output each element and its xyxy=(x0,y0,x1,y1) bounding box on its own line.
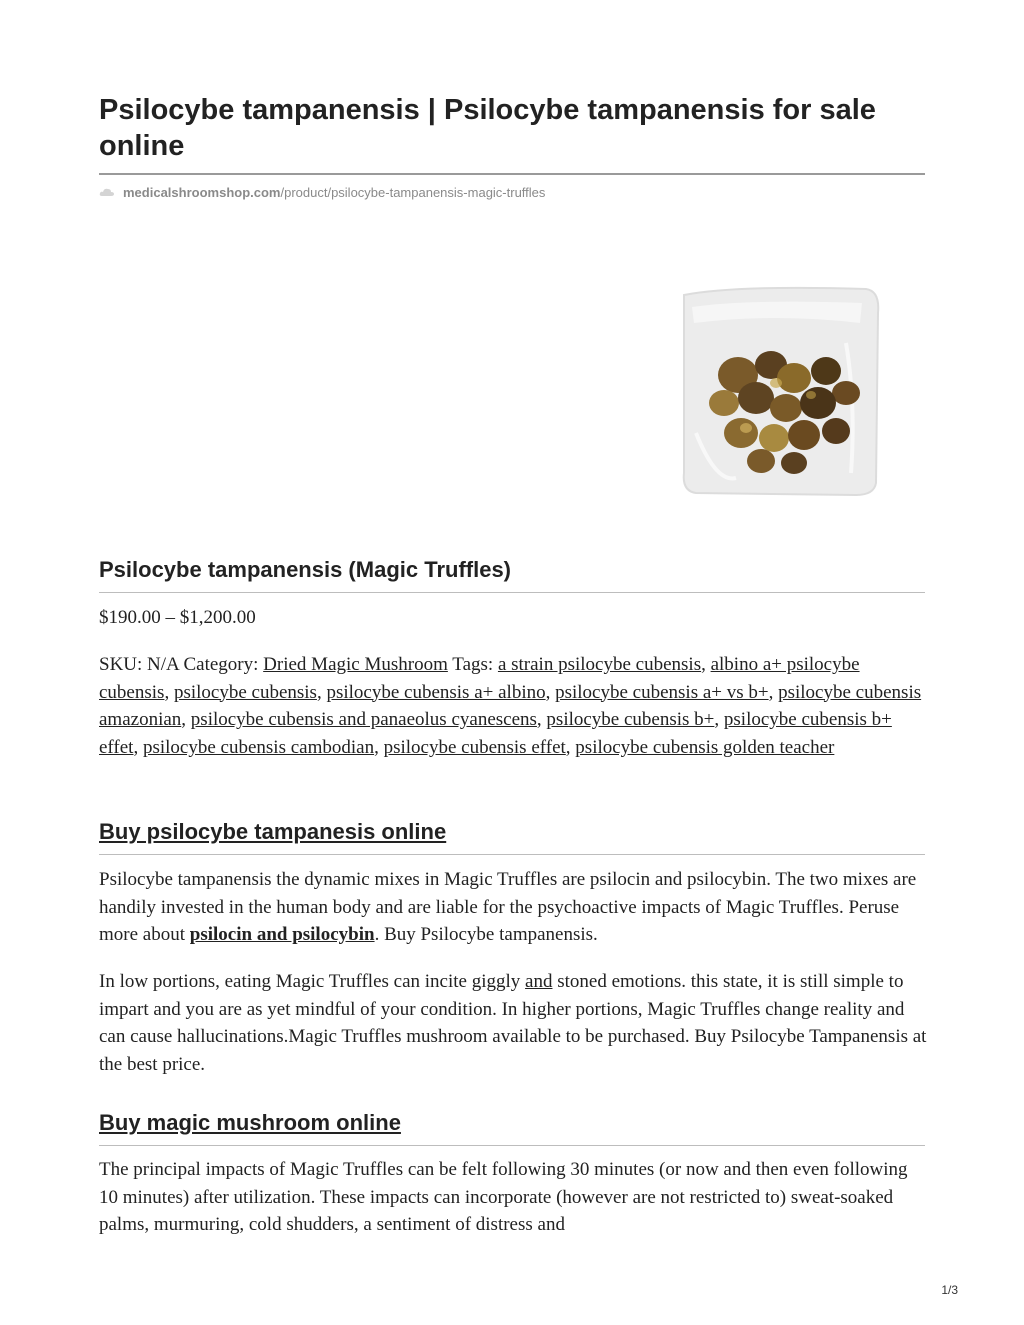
section2-heading-link[interactable]: Buy magic mushroom online xyxy=(99,1110,401,1135)
source-path[interactable]: /product/psilocybe-tampanensis-magic-truffles xyxy=(280,184,546,200)
tag-link[interactable]: psilocybe cubensis xyxy=(173,681,317,703)
and-link[interactable]: and xyxy=(525,971,553,992)
section1-divider xyxy=(99,854,925,855)
product-divider xyxy=(99,592,925,593)
tag-link[interactable]: psilocybe cubensis amazonian xyxy=(99,681,922,731)
tags-label: Tags: xyxy=(452,654,494,675)
section1-heading-link[interactable]: Buy psilocybe tampanesis online xyxy=(99,819,447,844)
sku-label: SKU: xyxy=(99,654,143,675)
tag-link[interactable]: psilocybe cubensis effet xyxy=(383,736,566,758)
tag-link[interactable]: psilocybe cubensis b+ effet xyxy=(99,709,892,758)
psilocin-link[interactable]: psilocin and psilocybin xyxy=(189,924,375,946)
paragraph-text: Psilocybe tampanensis the dynamic mixes in Magic Truffles are psilocin and psilocybin. The two mixes are handily invested in the human body and are liable for the psychoactive impacts of Magic Truffles. Peruse more about xyxy=(99,869,917,946)
cloud-icon xyxy=(99,187,115,197)
tag-link[interactable]: albino a+ psilocybe cubensis xyxy=(99,654,860,703)
title-divider xyxy=(99,173,925,175)
section2-divider xyxy=(99,1145,925,1146)
page-number: 1/3 xyxy=(941,1283,958,1297)
sku-value: N/A xyxy=(147,654,179,675)
tag-link[interactable]: psilocybe cubensis a+ albino xyxy=(326,681,546,703)
product-price: $190.00 – $1,200.00 xyxy=(99,607,256,628)
paragraph-text: . Buy Psilocybe tampanensis. xyxy=(374,924,598,946)
paragraph-text: stoned emotions. this state, it is still simple to impart and you are as yet mindful of your condition. In higher portions, Magic Truffles change reality and can cause hallucinations.Magic Truffles mushroom available to be purchased. Buy Psilocybe Tampanensis at the best price. xyxy=(99,971,927,1075)
category-link[interactable]: Dried Magic Mushroom xyxy=(263,654,448,675)
section1-paragraph-2 xyxy=(99,968,929,1078)
tag-link[interactable]: psilocybe cubensis golden teacher xyxy=(575,736,835,758)
tag-link[interactable]: a strain psilocybe cubensis xyxy=(497,654,702,675)
page-title: Psilocybe tampanensis | Psilocybe tampanensis for sale online xyxy=(99,94,876,162)
section2-paragraph-1: The principal impacts of Magic Truffles can be felt following 30 minutes (or now and then even following 10 minutes) after utilization. These impacts can incorporate (however are not restricted to) sweat-soaked palms, murmuring, cold shudders, a sentiment of distress and xyxy=(99,1159,908,1236)
product-heading: Psilocybe tampanensis (Magic Truffles) xyxy=(99,557,512,582)
tag-link[interactable]: psilocybe cubensis and panaeolus cyanescens xyxy=(190,709,537,731)
product-meta: SKU: N/A Category: Dried Magic Mushroom Tags: a strain psilocybe cubensis, albino a+ psilocybe cubensis, psilocybe cubensis, psilocybe cubensis a+ albino, psilocybe cubensis a+ vs b+, psilocybe cubensis amazonian, psilocybe cubensis and panaeolus cyanescens, psilocybe cubensis b+, psilocybe cubensis b+ effet, psilocybe cubensis cambodian, psilocybe cubensis effet, psilocybe cubensis golden teacher xyxy=(99,654,922,758)
product-image xyxy=(676,283,886,498)
category-label: Category: xyxy=(183,654,259,675)
section1-heading xyxy=(99,818,446,846)
tag-link[interactable]: psilocybe cubensis b+ xyxy=(546,709,715,731)
section2-heading xyxy=(99,1109,401,1137)
source-domain[interactable]: medicalshroomshop.com xyxy=(123,184,281,200)
paragraph-text: In low portions, eating Magic Truffles can incite giggly xyxy=(99,971,526,992)
tag-link[interactable]: psilocybe cubensis cambodian xyxy=(142,736,375,758)
source-url[interactable] xyxy=(99,183,545,201)
section1-paragraph-1 xyxy=(99,866,929,949)
tag-link[interactable]: psilocybe cubensis a+ vs b+ xyxy=(555,681,769,703)
